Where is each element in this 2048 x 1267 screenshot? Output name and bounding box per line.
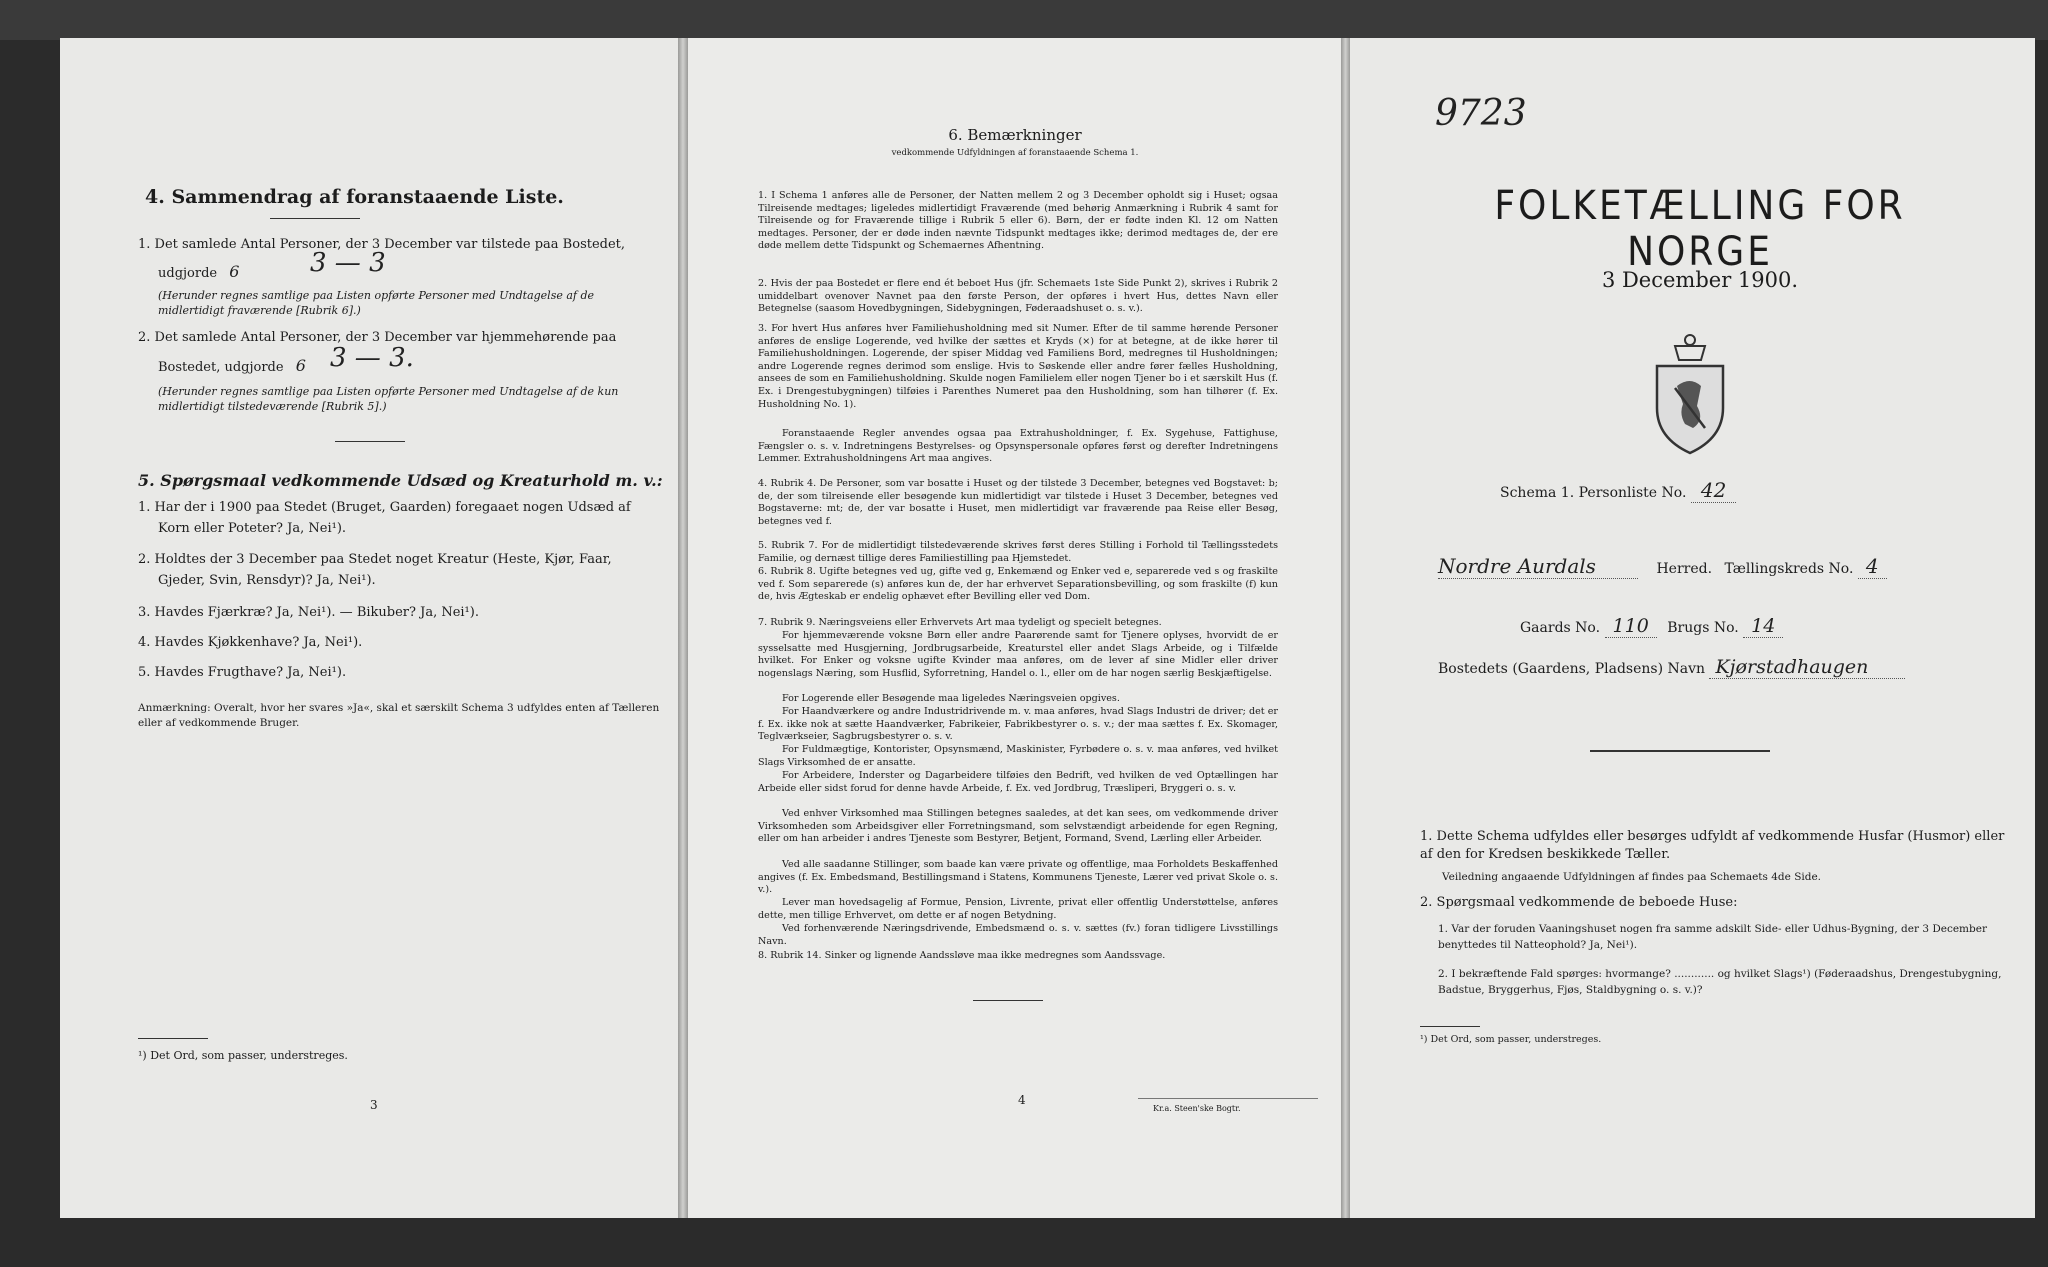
herred-line: Nordre Aurdals Herred. Tællingskreds No. 4 [1438,554,1887,579]
instruction-1: 1. Dette Schema udfyldes eller besørges udfyldt af vedkommende Husfar (Husmor) eller af den for Kredsen beskikkede Tæller. [1420,829,2005,862]
remark-7i: Ved forhenværende Næringsdrivende, Embedsmænd o. s. v. sættes (fv.) foran tidligere Livsstillings Navn. [758,923,1278,947]
page-fold [678,38,688,1218]
summary-item-1: 1. Det samlede Antal Personer, der 3 December var tilstede paa Bostedet, [138,237,626,252]
remark-3: 3. For hvert Hus anføres hver Familiehusholdning med sit Numer. Efter de til samme hørende Personer anføres de enslige Logerende, ved hvilke der sættes et Kryds (×) for at betegne, at de ikke hører til Familiehusholdningen. Logerende, der spiser Middag ved Familiens Bord, medregnes til Husholdningen; andre Logerende regnes derimod som enslige. Hvis to Søskende eller andre fører fælles Husholdning, ansees de som en Familiehusholdning. Skulde nogen Familielem eller nogen Tjener bo i et særskilt Hus (f. Ex. i Drengestubygningen) tilføies i Parenthes Numeret paa den Husholdning, som han tilhører (f. Ex. Husholdning No. 1). [758,323,1278,410]
remark-7f: Ved enhver Virksomhed maa Stillingen betegnes saaledes, at det kan sees, om vedkommende driver Virksomheden som Arbeidsgiver eller Forretningsmand, som selvstændigt arbeidende for egen Regning, eller om han arbeider i andres Tjeneste som Bestyrer, Betjent, Formand, Svend, Lærling eller Arbeider. [758,808,1278,845]
printer-mark: Kr.a. Steen'ske Bogtr. [1153,1104,1241,1113]
summary-item-2-bostedet: Bostedet, udgjorde 6 [158,356,306,375]
instruction-1-note: Veiledning angaaende Udfyldningen af findes paa Schemaets 4de Side. [1442,871,1822,883]
remark-7: 7. Rubrik 9. Næringsveiens eller Erhvervets Art maa tydeligt og specielt betegnes. [758,617,1162,628]
printer-rule [1138,1098,1318,1099]
remarks-subtitle: vedkommende Udfyldningen af foranstaaende Schema 1. [891,148,1139,158]
remark-7c: For Haandværkere og andre Industridrivende m. v. maa anføres, hvad Slags Industri de driver; det er f. Ex. ikke nok at sætte Haandværker, Fabrikeier, Fabrikbestyrer o. s. v.; der maa sættes f. Ex. Skomager, Teglværkseier, Sagbrugsbestyrer o. s. v. [758,706,1278,743]
instruction-2: 2. Spørgsmaal vedkommende de beboede Huse: [1420,895,1738,910]
remark-3b: Foranstaaende Regler anvendes ogsaa paa Extrahusholdninger, f. Ex. Sygehuse, Fattighuse, Fængsler o. s. v. Indretningens Bestyrelses- og Opsynspersonale opføres først og derefter Indretningens Lemmer. Extrahusholdningens Art maa angives. [758,428,1278,465]
remarks-title: 6. Bemærkninger [948,126,1082,144]
question-2a: 2. Holdtes der 3 December paa Stedet noget Kreatur (Heste, Kjør, Faar, [138,552,612,567]
schema-line: Schema 1. Personliste No. 42 [1500,478,1736,503]
remark-7d: For Fuldmægtige, Kontorister, Opsynsmænd, Maskinister, Fyrbødere o. s. v. maa anføres, ved hvilket Slags Virksomhed de er ansatte. [758,744,1278,768]
personliste-no-value: 42 [1691,478,1736,503]
kreds-value: 4 [1858,554,1887,579]
question-1a: 1. Har der i 1900 paa Stedet (Bruget, Gaarden) foregaaet nogen Udsæd af [138,500,631,515]
remark-8: 8. Rubrik 14. Sinker og lignende Aandssløve maa ikke medregnes som Aandssvage. [758,950,1166,961]
footnote-right: ¹) Det Ord, som passer, understreges. [1420,1034,1602,1045]
gaards-value: 110 [1605,615,1657,638]
question-4: 4. Havdes Kjøkkenhave? Ja, Nei¹). [138,635,363,650]
section5-title: 5. Spørgsmaal vedkommende Udsæd og Kreaturhold m. v.: [138,471,663,490]
remark-7h: Lever man hovedsagelig af Formue, Pension, Livrente, privat eller offentlig Understøttelse, anføres dette, men tillige Erhvervet, om dette er af nogen Betydning. [758,897,1278,921]
item1-note: (Herunder regnes samtlige paa Listen opførte Personer med Undtagelse af de midlertidigt fraværende [Rubrik 6].) [158,289,595,317]
divider [973,1000,1043,1001]
anmerkning-note: Anmærkning: Overalt, hvor her svares »Ja«, skal et særskilt Schema 3 udfyldes enten af Tælleren eller af vedkommende Bruger. [138,702,660,729]
instruction-2-2: 2. I bekræftende Fald spørges: hvormange? ............ og hvilket Slags¹) (Føderaadshus, Drengestubygning, Badstue, Bryggerhus, Fjøs, Staldbygning o. s. v.)? [1438,968,2002,996]
item1-value: 6 [229,262,240,281]
remark-5: 5. Rubrik 7. For de midlertidigt tilstedeværende skrives først deres Stilling i Forhold til Tællingsstedets Familie, og dernæst tillige deres Familiestilling paa Hjemstedet. [758,540,1278,564]
brugs-value: 14 [1743,615,1783,638]
remark-1: 1. I Schema 1 anføres alle de Personer, der Natten mellem 2 og 3 December opholdt sig i Huset; ogsaa Tilreisende medtages; ligeledes midlertidigt Fraværende (med behørig Anmærkning i Rubrik 4 samt for Tilreisende og for Fraværende tillige i Rubrik 5 eller 6). Børn, der er fødte inden Kl. 12 om Natten medtages. Personer, der er døde inden nævnte Tidspunkt medtages ikke; derimod medtages de, der ere døde mellem dette Tidspunkt og Schemaernes Afhentning. [758,190,1278,252]
bosted-line: Bostedets (Gaardens, Pladsens) Navn Kjørstadhaugen [1438,656,1905,679]
divider [335,441,405,442]
page-right [1350,38,2035,1218]
summary-item-1-udgjorde: udgjorde 6 [158,262,240,281]
question-1b: Korn eller Poteter? Ja, Nei¹). [158,521,347,536]
section4-title: 4. Sammendrag af foranstaaende Liste. [145,186,564,208]
question-5: 5. Havdes Frugthave? Ja, Nei¹). [138,665,347,680]
question-2b: Gjeder, Svin, Rensdyr)? Ja, Nei¹). [158,573,376,588]
remark-7b: For Logerende eller Besøgende maa ligeledes Næringsveien opgives. [782,693,1120,704]
divider [270,218,360,219]
census-date: 3 December 1900. [1601,268,1799,292]
archive-number: 9723 [1435,93,1527,134]
page-left [60,38,678,1218]
remark-6: 6. Rubrik 8. Ugifte betegnes ved ug, gifte ved g, Enkemænd og Enker ved e, separerede ved s og fraskilte ved f. Som separerede (s) anføres kun de, der har erhvervet Separationsbevilling, og som fraskilte (f) kun de, hvis Ægteskab er endelig ophævet efter Bevilling eller ved Dom. [758,566,1278,603]
page-middle [688,38,1342,1218]
page-number-left: 3 [370,1098,378,1112]
remark-7e: For Arbeidere, Inderster og Dagarbeidere tilføies den Bedrift, ved hvilken de ved Optællingen har Arbeide eller sidst forud for denne havde Arbeide, f. Ex. ved Jordbrug, Træsliperi, Bryggeri o. s. v. [758,770,1278,794]
footnote-rule [138,1038,208,1039]
norwegian-coat-of-arms-icon [1635,328,1745,458]
item1-handwritten-count: 3 — 3 [310,248,386,278]
ornament-divider [1590,750,1770,752]
gaards-line: Gaards No. 110 Brugs No. 14 [1520,615,1783,638]
remark-4: 4. Rubrik 4. De Personer, som var bosatte i Huset og der tilstede 3 December, betegnes ved Bogstavet: b; de, der som tilreisende eller besøgende kun midlertidigt var tilstede i Huset 3 December, betegnes ved Bogstaverne: mt; de, der var bosatte i Huset, men midlertidigt var fraværende paa Reise eller Besøg, betegnes ved f. [758,478,1278,527]
footnote-rule [1420,1026,1480,1027]
main-title: FOLKETÆLLING FOR NORGE [1494,183,1906,275]
remark-2: 2. Hvis der paa Bostedet er flere end ét beboet Hus (jfr. Schemaets 1ste Side Punkt 2), skrives i Rubrik 2 umiddelbart ovenover Navnet paa den første Person, der opføres i hvert Hus, dettes Navn eller Betegnelse (saasom Hovedbygningen, Sidebygningen, Føderaadshuset o. s. v.). [758,278,1278,315]
item2-handwritten-count: 3 — 3. [330,343,414,373]
item2-note: (Herunder regnes samtlige paa Listen opførte Personer med Undtagelse af de kun midlertidigt tilstedeværende [Rubrik 5].) [158,385,619,413]
item2-value: 6 [295,356,306,375]
footnote: ¹) Det Ord, som passer, understreges. [138,1049,348,1062]
scanner-edge [0,0,2048,40]
question-3: 3. Havdes Fjærkræ? Ja, Nei¹). — Bikuber? Ja, Nei¹). [138,605,479,620]
herred-value: Nordre Aurdals [1438,554,1638,579]
remark-7g: Ved alle saadanne Stillinger, som baade kan være private og offentlige, maa Forholdets Beskaffenhed angives (f. Ex. Embedsmand, Bestillingsmand i Statens, Kommunens Tjeneste, Lærer ved privat Skole o. s. v.). [758,859,1278,896]
remark-7a: For hjemmeværende voksne Børn eller andre Paarørende samt for Tjenere oplyses, hvorvidt de er sysselsatte med Husgjerning, Jordbrugsarbeide, Kreaturstel eller andet Slags Arbeide, og i Tilfælde hvilket. For Enker og voksne ugifte Kvinder maa anføres, om de lever af sine Midler eller driver nogenslags Næring, som Husflid, Syforretning, Handel o. l., eller om de har nogen særlig Beskjæftigelse. [758,630,1278,679]
page-number-middle: 4 [1018,1093,1026,1107]
bosted-value: Kjørstadhaugen [1709,656,1905,679]
summary-item-2: 2. Det samlede Antal Personer, der 3 December var hjemmehørende paa [138,330,617,345]
instruction-2-1: 1. Var der foruden Vaaningshuset nogen fra samme adskilt Side- eller Udhus-Bygning, der 3 December benyttedes til Natteophold? Ja, Nei¹). [1438,923,1987,951]
page-fold [1341,38,1350,1218]
